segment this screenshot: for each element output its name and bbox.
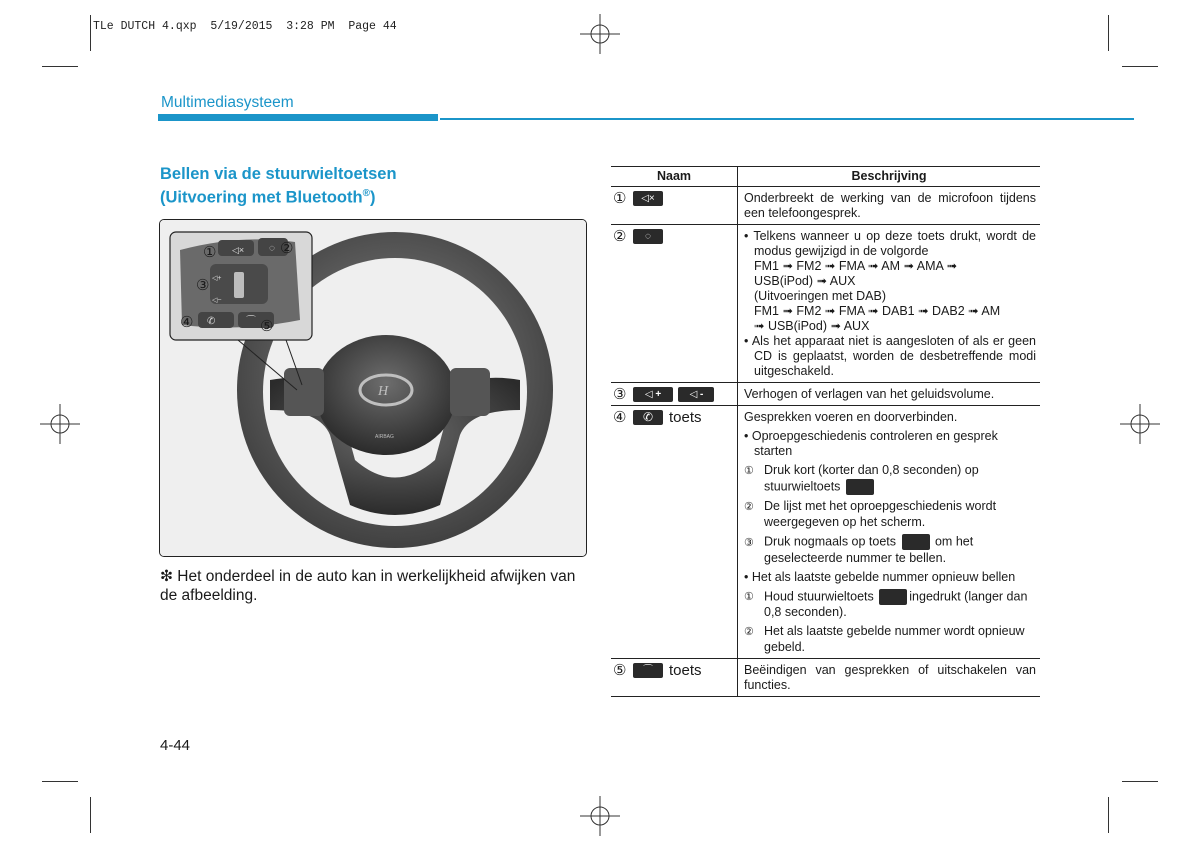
mode-icon: ◌	[633, 229, 663, 244]
row-description	[738, 406, 1041, 659]
row-number: ①	[613, 190, 627, 208]
table-row	[611, 225, 1040, 383]
section-title: Multimediasysteem	[161, 94, 294, 111]
crop-mark	[1122, 66, 1158, 67]
call-button-graphic	[198, 312, 234, 328]
description-text: Gesprekken voeren en doorverbinden.	[744, 410, 958, 425]
col-header-description: Beschrijving	[738, 167, 1041, 187]
step: ③ Druk nogmaals op toets om het geselecteerde nummer te bellen.	[744, 534, 974, 565]
svg-text:◁−: ◁−	[212, 297, 222, 304]
col-header-name: Naam	[611, 167, 738, 187]
row-label: toets	[669, 662, 702, 679]
table-row	[611, 658, 1040, 696]
callout-2: ②	[280, 240, 294, 257]
table-row	[611, 406, 1040, 659]
crop-mark	[1108, 797, 1109, 833]
crop-mark	[90, 797, 91, 833]
row-number: ③	[613, 386, 627, 404]
row-number: ④	[613, 409, 627, 427]
crop-mark	[1108, 15, 1109, 51]
mode-sequence: FM1 ➟ FM2 ➟ FMA ➟ AM ➟ AMA ➟	[754, 259, 958, 273]
step: ② Het als laatste gebelde nummer wordt opnieuw gebeld.	[744, 623, 1025, 654]
bullet-text: • Als het apparaat niet is aangesloten of als er geen CD is geplaatst, worden de desbetreffende modi uitgeschakeld.	[744, 334, 1036, 378]
svg-text:◁×: ◁×	[232, 245, 245, 255]
volume-up-icon: ◁ +	[633, 387, 673, 402]
left-switch-cluster	[284, 368, 324, 416]
end-call-icon: ⌒	[633, 663, 663, 678]
print-slug: TLe DUTCH 4.qxp 5/19/2015 3:28 PM Page 44	[93, 20, 397, 33]
volume-down-icon: ◁ -	[678, 387, 714, 402]
figure-note: ❇ Het onderdeel in de auto kan in werkelijkheid afwijken van de afbeelding.	[160, 568, 576, 604]
steering-wheel-illustration	[160, 220, 586, 556]
crop-mark	[90, 15, 91, 51]
svg-text:✆: ✆	[207, 316, 216, 327]
svg-text:◌: ◌	[269, 243, 275, 254]
mode-sequence: USB(iPod) ➟ AUX	[754, 274, 856, 288]
svg-text:◁+: ◁+	[212, 275, 222, 282]
row-description: Verhogen of verlagen van het geluidsvolume.	[738, 383, 1041, 406]
table-row	[611, 187, 1040, 225]
header-rule	[440, 118, 1134, 120]
crop-mark	[1122, 781, 1158, 782]
row-number: ②	[613, 228, 627, 246]
bullet-text: • Het als laatste gebelde nummer opnieuw bellen	[744, 569, 1016, 584]
heading-line-1: Bellen via de stuurwieltoetsen	[160, 165, 397, 183]
registration-mark-icon	[1120, 404, 1160, 444]
registration-mark-icon	[580, 14, 620, 54]
svg-text:⌒: ⌒	[246, 316, 256, 327]
right-switch-cluster	[450, 368, 490, 416]
bullet-text: • Telkens wanneer u op deze toets drukt, wordt de modus gewijzigd in de volgorde	[744, 229, 1036, 258]
call-icon	[879, 589, 907, 605]
controls-table	[611, 166, 1040, 697]
call-icon	[846, 479, 874, 495]
step: ① Druk kort (korter dan 0,8 seconden) op stuurwieltoets	[744, 463, 979, 494]
mode-sequence: FM1 ➟ FM2 ➟ FMA ➟ DAB1 ➟ DAB2 ➟ AM	[754, 304, 1001, 318]
registration-mark-icon	[40, 404, 80, 444]
table-header	[611, 167, 1040, 187]
steering-wheel-figure	[159, 219, 587, 557]
dab-note: (Uitvoeringen met DAB)	[754, 289, 886, 303]
callout-4: ④	[180, 314, 194, 331]
call-icon: ✆	[633, 410, 663, 425]
mute-icon: ◁×	[633, 191, 663, 206]
crop-mark	[42, 781, 78, 782]
row-number: ⑤	[613, 662, 627, 679]
table-row	[611, 383, 1040, 406]
row-description: Onderbreekt de werking van de microfoon tijdens een telefoongesprek.	[738, 187, 1041, 225]
row-description	[738, 225, 1041, 383]
bullet-text: • Oproepgeschiedenis controleren en gesprek starten	[744, 429, 998, 459]
airbag-label: AIRBAG	[375, 434, 394, 440]
heading-line-2: (Uitvoering met Bluetooth®)	[160, 188, 376, 207]
registration-mark-icon	[580, 796, 620, 836]
svg-text:H: H	[378, 384, 389, 399]
callout-1: ①	[203, 244, 217, 261]
row-label: toets	[669, 409, 702, 427]
mode-sequence: ➟ USB(iPod) ➟ AUX	[754, 319, 870, 333]
step: ① Houd stuurwieltoets ingedrukt (langer dan 0,8 seconden).	[744, 588, 1028, 619]
crop-mark	[42, 66, 78, 67]
row-description: Beëindigen van gesprekken of uitschakelen van functies.	[738, 658, 1041, 696]
page-heading	[160, 165, 397, 208]
page-number: 4-44	[160, 737, 191, 754]
callout-3: ③	[196, 277, 210, 294]
callout-5: ⑤	[260, 318, 274, 335]
call-icon	[902, 534, 930, 550]
header-bar	[158, 114, 438, 121]
step: ② De lijst met het oproepgeschiedenis wordt weergegeven op het scherm.	[744, 499, 997, 530]
